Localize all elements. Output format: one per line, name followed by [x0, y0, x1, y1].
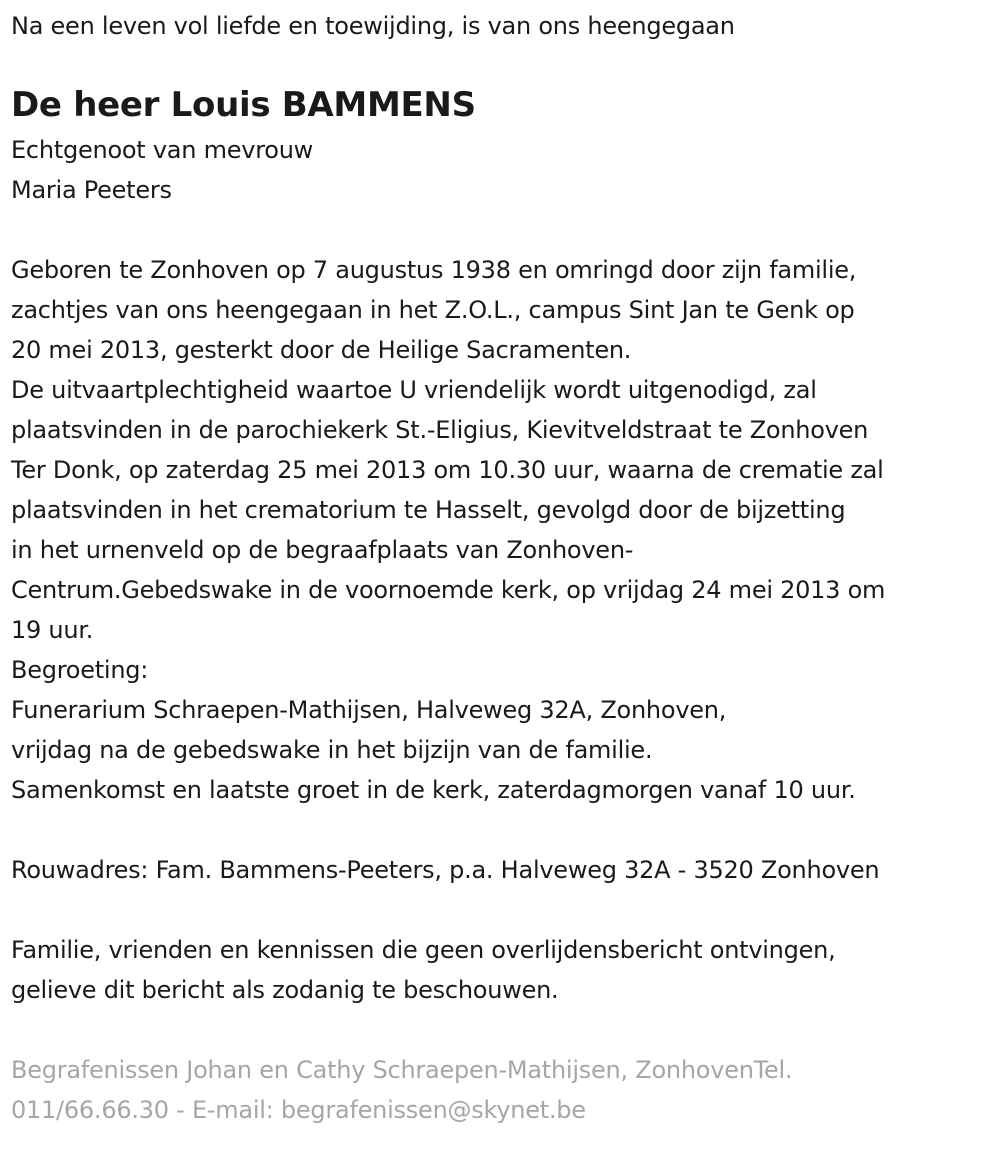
- body-line: Funerarium Schraepen-Mathijsen, Halveweg 32A, Zonhoven,: [11, 696, 727, 724]
- spacer: [11, 210, 992, 250]
- body-line: in het urnenveld op de begraafplaats van Zonhoven-: [11, 536, 634, 564]
- body-line: Centrum.Gebedswake in de voornoemde kerk, op vrijdag 24 mei 2013 om: [11, 576, 886, 604]
- announcement-body: [11, 250, 992, 810]
- body-line: 20 mei 2013, gesterkt door de Heilige Sacramenten.: [11, 336, 632, 364]
- spacer: [11, 810, 992, 850]
- body-line: Begroeting:: [11, 656, 149, 684]
- body-line: 19 uur.: [11, 616, 94, 644]
- notice-line: gelieve dit bericht als zodanig te beschouwen.: [11, 976, 559, 1004]
- body-line: Ter Donk, op zaterdag 25 mei 2013 om 10.30 uur, waarna de crematie zal: [11, 456, 884, 484]
- body-line: Geboren te Zonhoven op 7 augustus 1938 en omringd door zijn familie,: [11, 256, 857, 284]
- spouse-block: [11, 130, 992, 210]
- intro-text: Na een leven vol liefde en toewijding, is van ons heengegaan: [11, 12, 735, 40]
- deceased-name: De heer Louis BAMMENS: [11, 85, 476, 125]
- footer-line: Begrafenissen Johan en Cathy Schraepen-Mathijsen, ZonhovenTel.: [11, 1056, 793, 1084]
- spacer: [11, 1010, 992, 1050]
- body-line: De uitvaartplechtigheid waartoe U vriendelijk wordt uitgenodigd, zal: [11, 376, 817, 404]
- footer-contact: 011/66.66.30 - E-mail: begrafenissen@skynet.be: [11, 1096, 586, 1124]
- notice-block: [11, 930, 992, 1010]
- notice-line: Familie, vrienden en kennissen die geen overlijdensbericht ontvingen,: [11, 936, 836, 964]
- body-line: vrijdag na de gebedswake in het bijzijn van de familie.: [11, 736, 653, 764]
- body-line: Samenkomst en laatste groet in de kerk, zaterdagmorgen vanaf 10 uur.: [11, 776, 856, 804]
- spacer: [11, 890, 992, 930]
- body-line: plaatsvinden in het crematorium te Hasselt, gevolgd door de bijzetting: [11, 496, 846, 524]
- mourning-address: Rouwadres: Fam. Bammens-Peeters, p.a. Halveweg 32A - 3520 Zonhoven: [11, 856, 880, 884]
- spouse-line: Echtgenoot van mevrouw: [11, 136, 314, 164]
- body-line: plaatsvinden in de parochiekerk St.-Eligius, Kievitveldstraat te Zonhoven: [11, 416, 869, 444]
- funeral-home-footer: [11, 1050, 992, 1130]
- body-line: zachtjes van ons heengegaan in het Z.O.L., campus Sint Jan te Genk op: [11, 296, 855, 324]
- spouse-name: Maria Peeters: [11, 176, 172, 204]
